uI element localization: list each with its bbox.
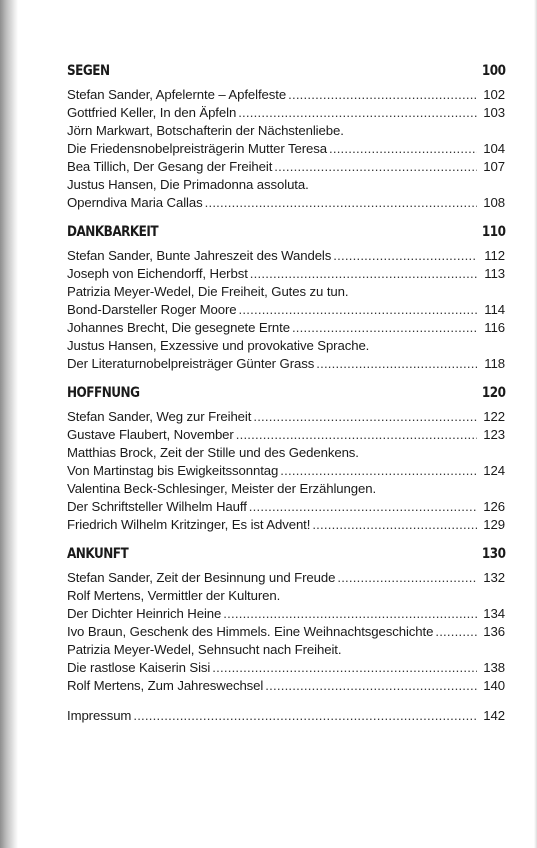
- entry-title: Matthias Brock, Zeit der Stille und des Gedenkens.: [67, 445, 359, 460]
- section-heading: [67, 63, 505, 85]
- entry-title: Stefan Sander, Apfelernte – Apfelfeste: [67, 87, 287, 102]
- entry-page: 126: [483, 499, 505, 514]
- book-spine-shadow: [0, 0, 18, 848]
- dot-leader: [265, 677, 477, 695]
- toc-entry-impressum[interactable]: [67, 707, 505, 725]
- entry-page: 129: [483, 517, 505, 532]
- toc-entry[interactable]: [67, 569, 505, 587]
- toc-entry-line[interactable]: [67, 444, 505, 462]
- entry-title: Von Martinstag bis Ewigkeitssonntag: [67, 463, 279, 478]
- table-of-contents: [67, 63, 505, 725]
- entry-page: 112: [484, 248, 505, 263]
- entry-title: Valentina Beck-Schlesinger, Meister der Erzählungen.: [67, 481, 377, 496]
- section-title: HOFFNUNG: [67, 385, 140, 401]
- toc-entry[interactable]: [67, 677, 505, 695]
- toc-entry-line[interactable]: [67, 283, 505, 301]
- dot-leader: [238, 104, 477, 122]
- toc-entry[interactable]: [67, 623, 505, 641]
- toc-entry[interactable]: [67, 408, 505, 426]
- dot-leader: [333, 247, 477, 265]
- toc-entry[interactable]: [67, 355, 505, 373]
- entry-title: Bond-Darsteller Roger Moore: [67, 302, 237, 317]
- dot-leader: [280, 462, 477, 480]
- section-title: DANKBARKEIT: [67, 224, 159, 240]
- entry-page: 108: [483, 195, 505, 210]
- section-heading: [67, 546, 505, 568]
- toc-entry[interactable]: [67, 158, 505, 176]
- toc-entry-line[interactable]: [67, 480, 505, 498]
- dot-leader: [312, 516, 477, 534]
- toc-entry[interactable]: [67, 194, 505, 212]
- dot-leader: [223, 605, 477, 623]
- entry-title: Stefan Sander, Bunte Jahreszeit des Wandels: [67, 248, 332, 263]
- section-title: ANKUNFT: [67, 546, 129, 562]
- entry-page: 118: [484, 356, 505, 371]
- toc-entry-line[interactable]: [67, 641, 505, 659]
- toc-entry[interactable]: [67, 319, 505, 337]
- entry-title: Der Literaturnobelpreisträger Günter Grass: [67, 356, 315, 371]
- dot-leader: [205, 194, 477, 212]
- entry-title: Stefan Sander, Weg zur Freiheit: [67, 409, 252, 424]
- section-page-number: 120: [481, 385, 505, 401]
- dot-leader: [236, 426, 477, 444]
- toc-entry[interactable]: [67, 86, 505, 104]
- entry-title: Gottfried Keller, In den Äpfeln: [67, 105, 237, 120]
- entry-title: Impressum: [67, 708, 132, 723]
- entry-title: Die Friedensnobelpreisträgerin Mutter Teresa: [67, 141, 327, 156]
- toc-entry[interactable]: [67, 247, 505, 265]
- entry-page: 123: [483, 427, 505, 442]
- section-heading: [67, 385, 505, 407]
- entry-page: 102: [483, 87, 505, 102]
- entry-page: 140: [483, 678, 505, 693]
- toc-entry[interactable]: [67, 659, 505, 677]
- entry-page: 134: [483, 606, 505, 621]
- dot-leader: [316, 355, 477, 373]
- toc-entry[interactable]: [67, 140, 505, 158]
- dot-leader: [274, 158, 477, 176]
- toc-entry-line[interactable]: [67, 587, 505, 605]
- toc-section-ankunft: [67, 546, 505, 695]
- entry-title: Rolf Mertens, Zum Jahreswechsel: [67, 678, 264, 693]
- section-page-number: 130: [481, 546, 505, 562]
- entry-title: Friedrich Wilhelm Kritzinger, Es ist Advent!: [67, 517, 311, 532]
- section-heading: [67, 224, 505, 246]
- entry-page: 136: [483, 624, 505, 639]
- entry-title: Der Dichter Heinrich Heine: [67, 606, 222, 621]
- toc-entry[interactable]: [67, 104, 505, 122]
- entry-title: Operndiva Maria Callas: [67, 195, 203, 210]
- toc-entry[interactable]: [67, 265, 505, 283]
- entry-title: Stefan Sander, Zeit der Besinnung und Freude: [67, 570, 336, 585]
- toc-entry[interactable]: [67, 516, 505, 534]
- toc-section-segen: [67, 63, 505, 212]
- dot-leader: [250, 265, 477, 283]
- entry-title: Der Schriftsteller Wilhelm Hauff: [67, 499, 247, 514]
- entry-title: Justus Hansen, Exzessive und provokative Sprache.: [67, 338, 370, 353]
- entry-title: Johannes Brecht, Die gesegnete Ernte: [67, 320, 290, 335]
- toc-entry[interactable]: [67, 426, 505, 444]
- entry-page: 103: [483, 105, 505, 120]
- dot-leader: [292, 319, 477, 337]
- dot-leader: [329, 140, 477, 158]
- entry-title: Gustave Flaubert, November: [67, 427, 234, 442]
- entry-title: Patrizia Meyer-Wedel, Die Freiheit, Gutes zu tun.: [67, 284, 349, 299]
- dot-leader: [249, 498, 477, 516]
- entry-title: Justus Hansen, Die Primadonna assoluta.: [67, 177, 309, 192]
- entry-page: 114: [484, 302, 505, 317]
- toc-entry[interactable]: [67, 301, 505, 319]
- toc-entry[interactable]: [67, 605, 505, 623]
- toc-entry-line[interactable]: [67, 122, 505, 140]
- toc-entry-line[interactable]: [67, 176, 505, 194]
- dot-leader: [212, 659, 477, 677]
- entry-title: Die rastlose Kaiserin Sisi: [67, 660, 211, 675]
- toc-entry-line[interactable]: [67, 337, 505, 355]
- toc-section-dankbarkeit: [67, 224, 505, 373]
- dot-leader: [337, 569, 477, 587]
- section-title: SEGEN: [67, 63, 110, 79]
- entry-title: Bea Tillich, Der Gesang der Freiheit: [67, 159, 273, 174]
- entry-page: 104: [483, 141, 505, 156]
- entry-page: 138: [483, 660, 505, 675]
- entry-page: 132: [483, 570, 505, 585]
- dot-leader: [133, 707, 477, 725]
- dot-leader: [435, 623, 477, 641]
- dot-leader: [288, 86, 477, 104]
- entry-page: 113: [484, 266, 505, 281]
- entry-title: Patrizia Meyer-Wedel, Sehnsucht nach Freiheit.: [67, 642, 342, 657]
- entry-title: Rolf Mertens, Vermittler der Kulturen.: [67, 588, 281, 603]
- dot-leader: [239, 301, 477, 319]
- toc-entry[interactable]: [67, 498, 505, 516]
- entry-page: 124: [483, 463, 505, 478]
- section-page-number: 100: [481, 63, 505, 79]
- toc-section-hoffnung: [67, 385, 505, 534]
- dot-leader: [253, 408, 477, 426]
- toc-entry[interactable]: [67, 462, 505, 480]
- entry-title: Joseph von Eichendorff, Herbst: [67, 266, 248, 281]
- entry-title: Jörn Markwart, Botschafterin der Nächstenliebe.: [67, 123, 344, 138]
- entry-page: 142: [483, 708, 505, 723]
- entry-page: 107: [483, 159, 505, 174]
- entry-title: Ivo Braun, Geschenk des Himmels. Eine Weihnachtsgeschichte: [67, 624, 434, 639]
- entry-page: 116: [484, 320, 505, 335]
- section-page-number: 110: [481, 224, 505, 240]
- entry-page: 122: [483, 409, 505, 424]
